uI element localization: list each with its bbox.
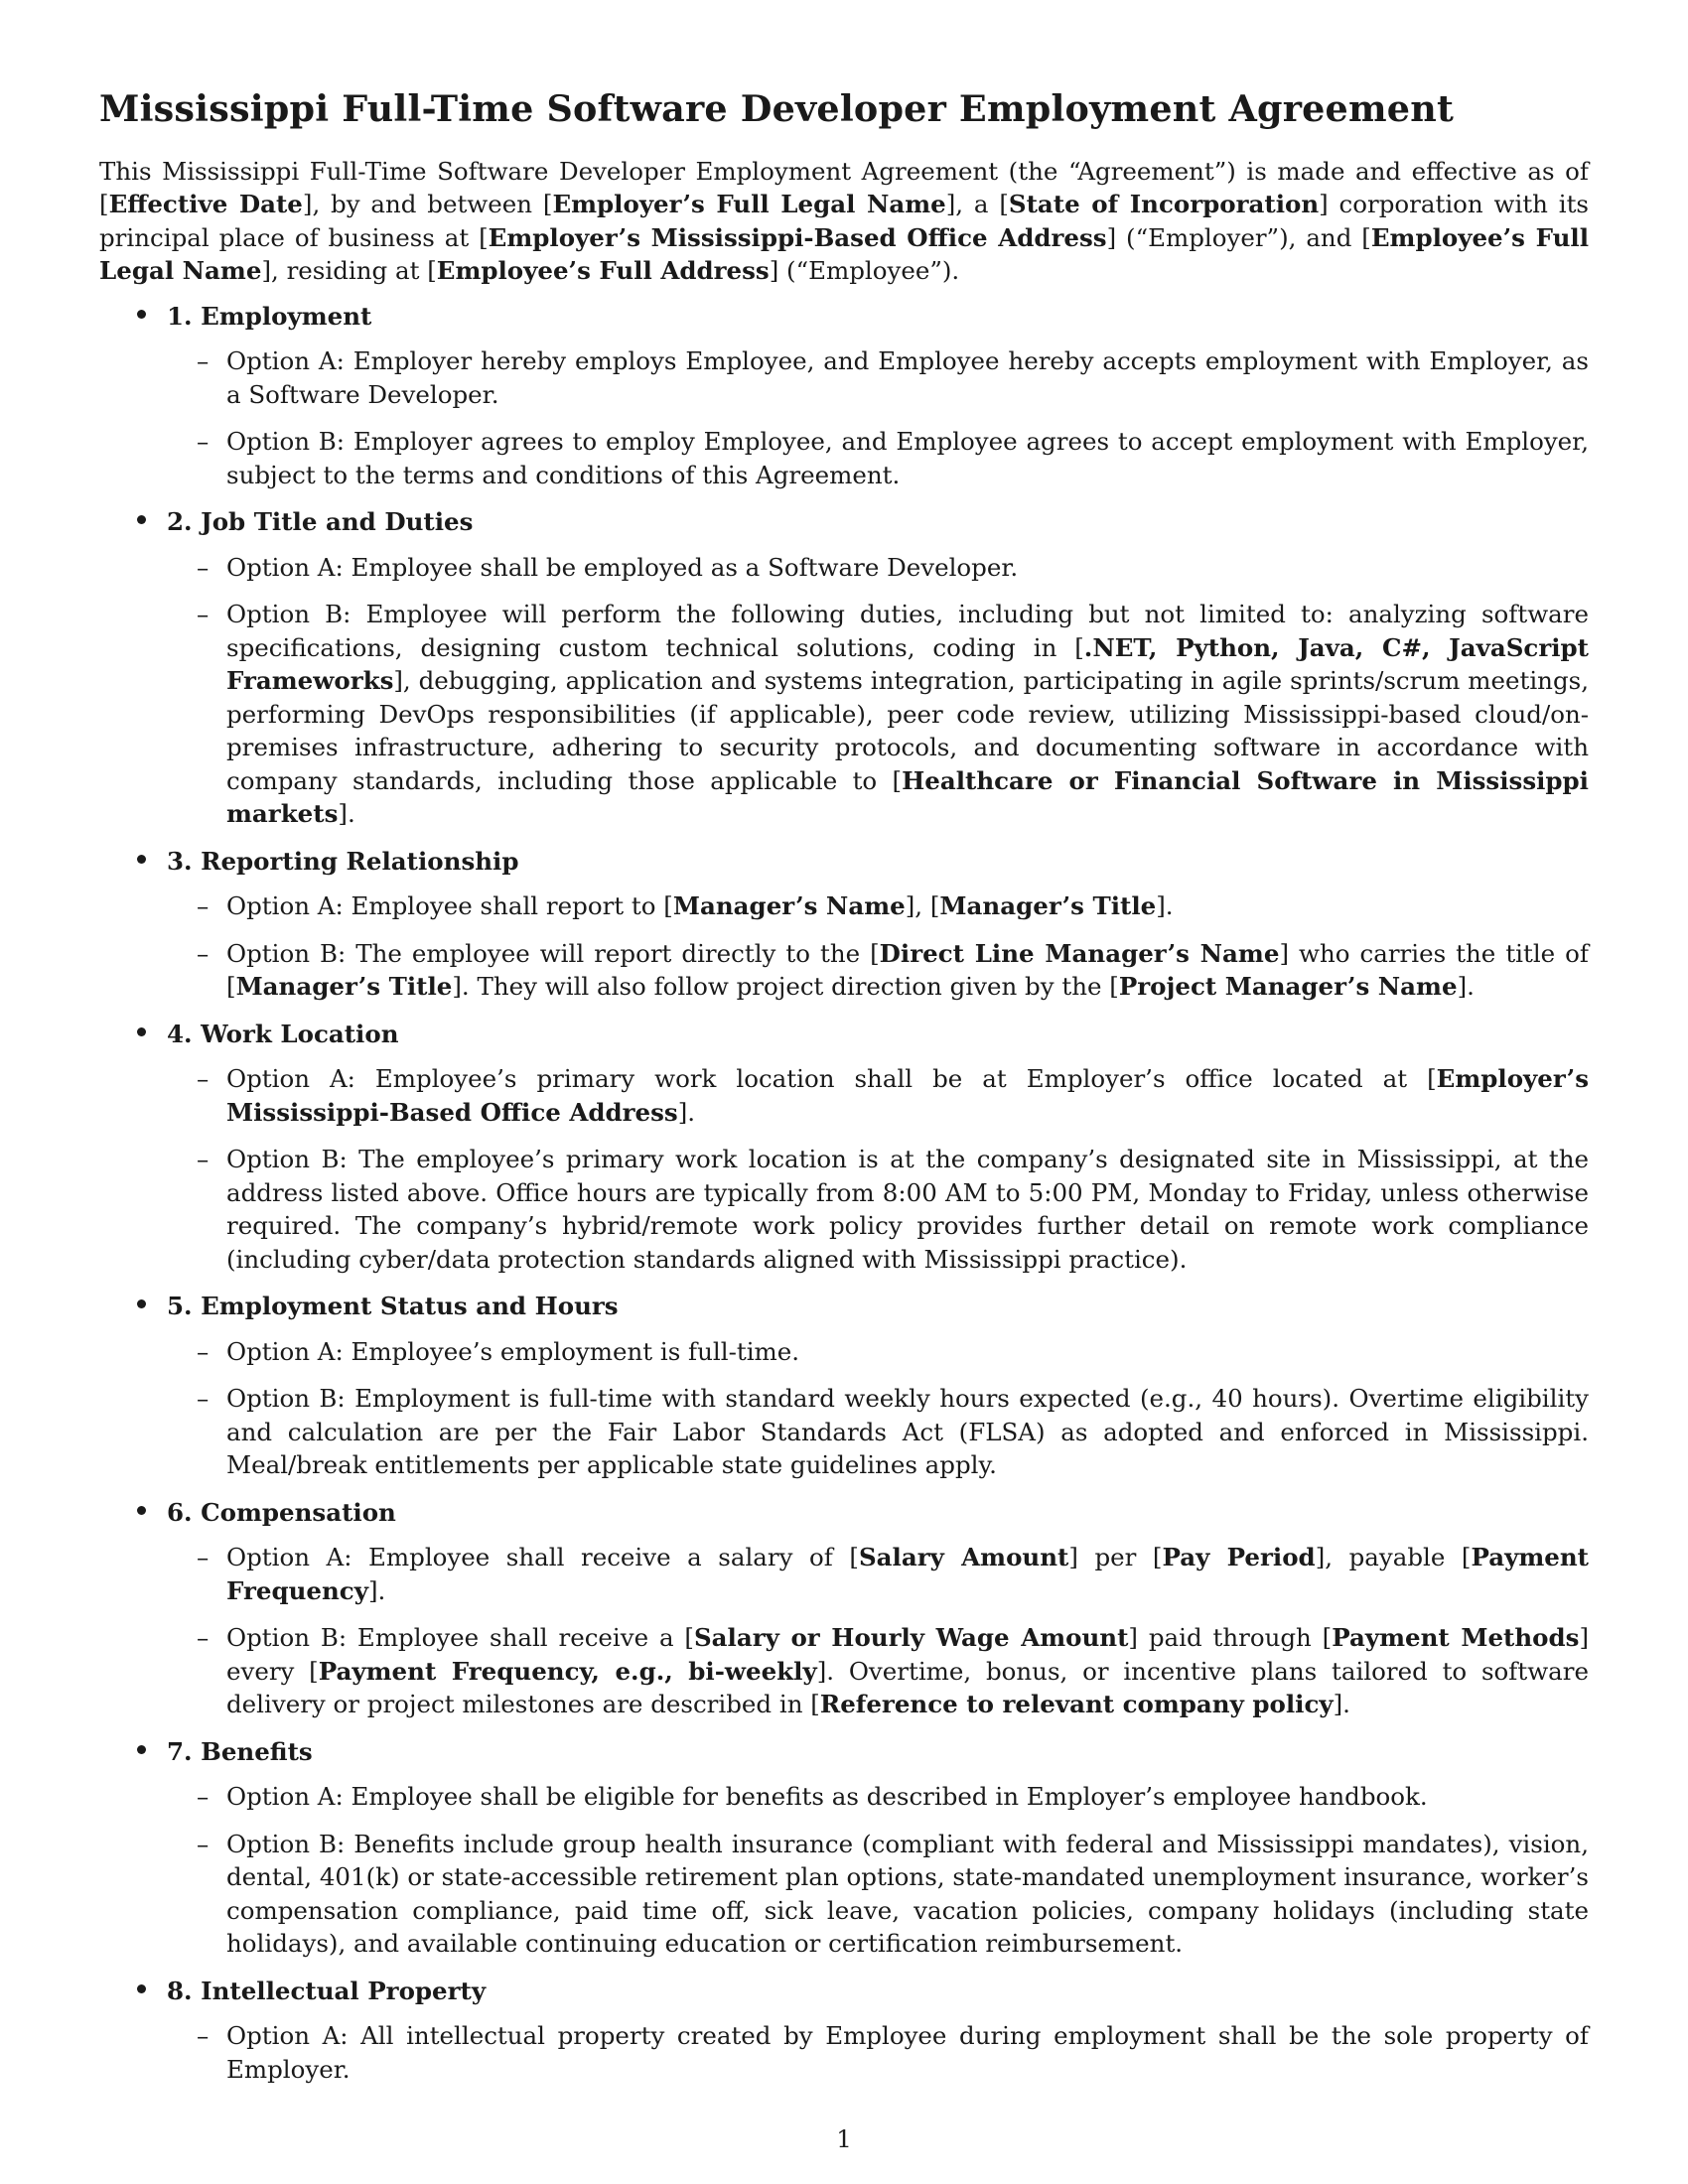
dash-icon: –: [197, 1384, 210, 1414]
text-run: ], [: [905, 891, 940, 921]
section-item: [99, 1018, 1589, 1277]
placeholder-field: State of Incorporation: [1008, 190, 1320, 219]
option-item: [167, 1541, 1589, 1607]
section-heading: 8. Intellectual Property: [167, 1976, 487, 2005]
section-list: [99, 300, 1589, 2087]
placeholder-field: Employer’s Full Legal Name: [552, 190, 946, 219]
placeholder-field: Reference to relevant company policy: [819, 1690, 1334, 1719]
text-run: ], a [: [945, 190, 1009, 219]
dash-icon: –: [197, 1145, 210, 1174]
text-run: ] (“Employer”), and [: [1106, 222, 1371, 252]
bullet-icon: [137, 1299, 146, 1308]
text-run: Option A: Employee shall be eligible for benefits as described in Employer’s employee handbook.: [226, 1782, 1428, 1812]
option-list: [167, 2019, 1589, 2086]
placeholder-field: Employer’s Mississippi-Based Office Address: [226, 1064, 1589, 1127]
text-run: ], payable [: [1315, 1543, 1472, 1572]
option-list: [167, 889, 1589, 1004]
bullet-icon: [137, 1984, 146, 1993]
dash-icon: –: [197, 938, 210, 968]
text-run: Option A: All intellectual property created by Employee during employment shall be the sole property of Employer.: [226, 2021, 1589, 2084]
text-run: ].: [1457, 972, 1475, 1002]
placeholder-field: Manager’s Name: [672, 891, 906, 921]
dash-icon: –: [197, 1336, 210, 1366]
option-item: [167, 1062, 1589, 1129]
bullet-icon: [137, 515, 146, 524]
bullet-icon: [137, 1027, 146, 1036]
text-run: ].: [367, 1575, 386, 1605]
placeholder-field: Payment Frequency, e.g., bi-weekly: [318, 1656, 817, 1686]
section-heading: 2. Job Title and Duties: [167, 507, 474, 537]
option-item: [167, 344, 1589, 411]
bullet-icon: [137, 1506, 146, 1515]
placeholder-field: Healthcare or Financial Software in Mississippi markets: [226, 765, 1589, 829]
placeholder-field: .NET, Python, Java, C#, JavaScript Frameworks: [226, 632, 1589, 696]
text-run: Option A: Employee shall receive a salary of [: [226, 1543, 859, 1572]
option-list: [167, 1062, 1589, 1276]
dash-icon: –: [197, 1064, 210, 1094]
text-run: ] every [: [226, 1623, 1590, 1686]
section-heading: 1. Employment: [167, 301, 372, 331]
intro-paragraph: [99, 155, 1589, 288]
dash-icon: –: [197, 346, 210, 376]
dash-icon: –: [197, 1829, 210, 1858]
dash-icon: –: [197, 1782, 210, 1812]
text-run: ]. They will also follow project direction given by the [: [452, 972, 1119, 1002]
text-run: Option B: Employee will perform the following duties, including but not limited to: analyzing software specifications, designing custom technical solutions, coding in [: [226, 600, 1589, 662]
placeholder-field: Manager’s Title: [235, 972, 453, 1002]
text-run: Option B: The employee will report directly to the [: [226, 938, 880, 968]
section-heading: 7. Benefits: [167, 1736, 313, 1766]
option-item: [167, 551, 1589, 585]
text-run: Option B: The employee’s primary work location is at the company’s designated site in Mississippi, at the address listed above. Office hours are typically from 8:00 AM to 5:00 PM, Monday to Friday, unless otherwise required. The company’s hybrid/remote work policy provides further detail on remote work compliance (including cyber/data protection standards aligned with Mississippi practice).: [226, 1145, 1589, 1274]
text-run: Option B: Employee shall receive a [: [226, 1623, 694, 1653]
text-run: Option A: Employee’s employment is full-time.: [226, 1336, 800, 1366]
text-run: Option A: Employee’s primary work location shall be at Employer’s office located at [: [226, 1064, 1437, 1094]
text-run: Option B: Employment is full-time with standard weekly hours expected (e.g., 40 hours). Overtime eligibility and calculation are per the Fair Labor Standards Act (FLSA) as adopted and enforced in Mississippi. Meal/break entitlements per applicable state guidelines apply.: [226, 1384, 1589, 1480]
bullet-icon: [137, 1745, 146, 1754]
dash-icon: –: [197, 552, 210, 582]
text-run: ], by and between [: [302, 190, 553, 219]
option-item: [167, 889, 1589, 923]
text-run: Option B: Employer agrees to employ Employee, and Employee agrees to accept employment with Employer, subject to the terms and conditions of this Agreement.: [226, 427, 1589, 489]
option-list: [167, 1541, 1589, 1721]
section-item: [99, 1290, 1589, 1482]
text-run: Option A: Employer hereby employs Employee, and Employee hereby accepts employment with Employer, as a Software Developer.: [226, 346, 1589, 409]
document-page: [99, 87, 1589, 2100]
dash-icon: –: [197, 1623, 210, 1653]
section-heading: 6. Compensation: [167, 1497, 396, 1527]
text-run: Option A: Employee shall be employed as a Software Developer.: [226, 552, 1019, 582]
option-list: [167, 551, 1589, 831]
section-heading: 4. Work Location: [167, 1019, 399, 1048]
text-run: This Mississippi Full-Time Software Developer Employment Agreement (the “Agreement”) is made and effective as of [: [99, 156, 1589, 219]
placeholder-field: Payment Frequency: [226, 1543, 1589, 1605]
section-item: [99, 300, 1589, 492]
option-item: [167, 1780, 1589, 1814]
option-item: [167, 937, 1589, 1004]
section-item: [99, 505, 1589, 831]
text-run: ] (“Employee”).: [769, 256, 960, 286]
placeholder-field: Salary Amount: [858, 1543, 1069, 1572]
option-item: [167, 1621, 1589, 1721]
page-number: 1: [836, 2124, 852, 2153]
placeholder-field: Pay Period: [1162, 1543, 1316, 1572]
dash-icon: –: [197, 1543, 210, 1572]
placeholder-field: Salary or Hourly Wage Amount: [693, 1623, 1129, 1653]
dash-icon: –: [197, 427, 210, 457]
section-heading: 3. Reporting Relationship: [167, 846, 519, 876]
text-run: ]. Overtime, bonus, or incentive plans tailored to software delivery or project milestones are described in [: [226, 1656, 1589, 1719]
bullet-icon: [137, 855, 146, 864]
option-item: [167, 2019, 1589, 2086]
placeholder-field: Project Manager’s Name: [1118, 972, 1458, 1002]
placeholder-field: Effective Date: [108, 190, 303, 219]
dash-icon: –: [197, 891, 210, 921]
text-run: ], residing at [: [261, 256, 437, 286]
section-heading: 5. Employment Status and Hours: [167, 1292, 619, 1321]
option-item: [167, 1382, 1589, 1482]
placeholder-field: Employer’s Mississippi-Based Office Address: [488, 222, 1107, 252]
option-item: [167, 1828, 1589, 1961]
text-run: ].: [1156, 891, 1174, 921]
section-item: [99, 1735, 1589, 1961]
option-list: [167, 1780, 1589, 1961]
text-run: ] paid through [: [1128, 1623, 1333, 1653]
placeholder-field: Direct Line Manager’s Name: [879, 938, 1280, 968]
text-run: ] who carries the title of [: [226, 938, 1589, 1002]
text-run: ].: [677, 1097, 696, 1127]
text-run: ] per [: [1068, 1543, 1163, 1572]
text-run: ].: [338, 799, 355, 829]
option-list: [167, 344, 1589, 491]
page-title: Mississippi Full-Time Software Developer Employment Agreement: [99, 87, 1455, 130]
bullet-icon: [137, 310, 146, 319]
dash-icon: –: [197, 2021, 210, 2051]
placeholder-field: Payment Methods: [1332, 1623, 1580, 1653]
option-item: [167, 1143, 1589, 1276]
text-run: Option A: Employee shall report to [: [226, 891, 673, 921]
text-run: ], debugging, application and systems integration, participating in agile sprints/scrum meetings, performing DevOps responsibilities (if applicable), peer code review, utilizing Mississippi-based cloud/on-premises infrastructure, adhering to security protocols, and documenting software in accordance with company standards, including those applicable to [: [226, 666, 1589, 795]
placeholder-field: Employee’s Full Legal Name: [99, 222, 1589, 286]
text-run: Option B: Benefits include group health insurance (compliant with federal and Mississippi mandates), vision, dental, 401(k) or state-accessible retirement plan options, state-mandated unemployment insurance, worker’s compensation compliance, paid time off, sick leave, vacation policies, company holidays (including state holidays), and available continuing education or certification reimbursement.: [226, 1829, 1589, 1959]
section-item: [99, 1975, 1589, 2087]
option-item: [167, 1335, 1589, 1369]
placeholder-field: Manager’s Title: [939, 891, 1157, 921]
section-item: [99, 1496, 1589, 1721]
option-list: [167, 1335, 1589, 1482]
option-item: [167, 598, 1589, 831]
section-item: [99, 845, 1589, 1004]
option-item: [167, 425, 1589, 491]
dash-icon: –: [197, 600, 210, 629]
text-run: ] corporation with its principal place of business at [: [99, 190, 1590, 252]
placeholder-field: Employee’s Full Address: [436, 256, 770, 286]
text-run: ].: [1333, 1690, 1350, 1719]
